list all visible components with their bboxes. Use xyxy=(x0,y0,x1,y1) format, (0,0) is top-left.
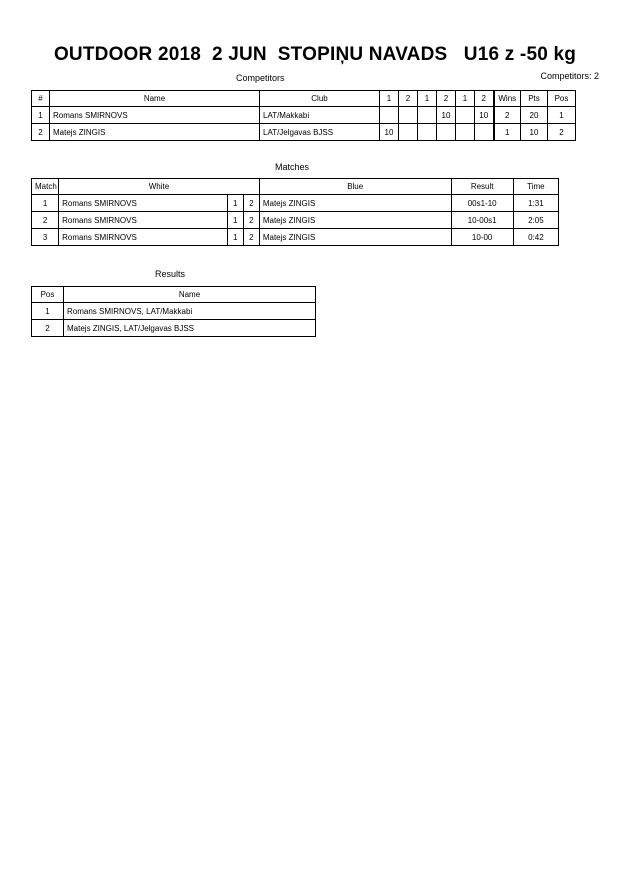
score-cell: 10 xyxy=(380,124,399,141)
col-blue: Blue xyxy=(259,179,451,195)
blue-seed: 2 xyxy=(243,195,259,212)
competitor-wins: 1 xyxy=(494,124,521,141)
result-name: Matejs ZINGIS, LAT/Jelgavas BJSS xyxy=(64,320,316,337)
white-player: Romans SMIRNOVS xyxy=(59,212,228,229)
table-row xyxy=(32,107,576,124)
white-player: Romans SMIRNOVS xyxy=(59,229,228,246)
table-row xyxy=(32,229,559,246)
table-row xyxy=(32,195,559,212)
competitors-section-label: Competitors xyxy=(236,73,285,83)
competitor-name: Romans SMIRNOVS xyxy=(50,107,260,124)
col-result-name: Name xyxy=(64,287,316,303)
match-result: 10-00 xyxy=(451,229,513,246)
white-seed: 1 xyxy=(227,229,243,246)
match-number: 3 xyxy=(32,229,59,246)
table-row xyxy=(32,320,316,337)
col-name: Name xyxy=(50,91,260,107)
score-cell xyxy=(437,124,456,141)
competitor-club: LAT/Makkabi xyxy=(260,107,380,124)
score-cell xyxy=(399,124,418,141)
match-result: 10-00s1 xyxy=(451,212,513,229)
col-score-1: 1 xyxy=(380,91,399,107)
match-number: 1 xyxy=(32,195,59,212)
score-cell xyxy=(418,124,437,141)
col-result-pos: Pos xyxy=(32,287,64,303)
col-club: Club xyxy=(260,91,380,107)
col-match: Match xyxy=(32,179,59,195)
blue-player: Matejs ZINGIS xyxy=(259,195,451,212)
result-pos: 1 xyxy=(32,303,64,320)
blue-seed: 2 xyxy=(243,212,259,229)
competitor-num: 1 xyxy=(32,107,50,124)
competitor-name: Matejs ZINGIS xyxy=(50,124,260,141)
result-name: Romans SMIRNOVS, LAT/Makkabi xyxy=(64,303,316,320)
col-wins: Wins xyxy=(494,91,521,107)
score-cell xyxy=(456,124,475,141)
score-cell xyxy=(418,107,437,124)
page-title: OUTDOOR 2018 2 JUN STOPIŅU NAVADS U16 z -50 kg xyxy=(53,44,577,65)
col-result: Result xyxy=(451,179,513,195)
match-time: 2:05 xyxy=(513,212,558,229)
score-cell xyxy=(380,107,399,124)
competitors-table xyxy=(31,90,576,141)
results-section-label: Results xyxy=(155,269,186,279)
match-number: 2 xyxy=(32,212,59,229)
results-header-row xyxy=(32,287,316,303)
competitor-pos: 2 xyxy=(548,124,576,141)
competitors-header-row xyxy=(32,91,576,107)
col-score-6: 2 xyxy=(475,91,494,107)
match-time: 0:42 xyxy=(513,229,558,246)
result-pos: 2 xyxy=(32,320,64,337)
competitor-pts: 10 xyxy=(521,124,548,141)
col-score-3: 1 xyxy=(418,91,437,107)
score-cell xyxy=(475,124,494,141)
matches-header-row xyxy=(32,179,559,195)
score-cell: 10 xyxy=(475,107,494,124)
competitor-club: LAT/Jelgavas BJSS xyxy=(260,124,380,141)
competitor-pts: 20 xyxy=(521,107,548,124)
white-seed: 1 xyxy=(227,195,243,212)
competitor-pos: 1 xyxy=(548,107,576,124)
col-white: White xyxy=(59,179,260,195)
matches-table xyxy=(31,178,559,246)
white-player: Romans SMIRNOVS xyxy=(59,195,228,212)
blue-player: Matejs ZINGIS xyxy=(259,212,451,229)
table-row xyxy=(32,212,559,229)
col-num: # xyxy=(32,91,50,107)
competitor-num: 2 xyxy=(32,124,50,141)
col-score-5: 1 xyxy=(456,91,475,107)
score-cell xyxy=(399,107,418,124)
competitor-wins: 2 xyxy=(494,107,521,124)
col-score-2: 2 xyxy=(399,91,418,107)
results-table xyxy=(31,286,316,337)
table-row xyxy=(32,303,316,320)
matches-section-label: Matches xyxy=(275,162,310,172)
col-score-4: 2 xyxy=(437,91,456,107)
blue-seed: 2 xyxy=(243,229,259,246)
competitors-count: Competitors: 2 xyxy=(540,71,599,81)
match-result: 00s1-10 xyxy=(451,195,513,212)
blue-player: Matejs ZINGIS xyxy=(259,229,451,246)
white-seed: 1 xyxy=(227,212,243,229)
match-time: 1:31 xyxy=(513,195,558,212)
table-row xyxy=(32,124,576,141)
col-pts: Pts xyxy=(521,91,548,107)
col-time: Time xyxy=(513,179,558,195)
score-cell xyxy=(456,107,475,124)
col-pos: Pos xyxy=(548,91,576,107)
score-cell: 10 xyxy=(437,107,456,124)
